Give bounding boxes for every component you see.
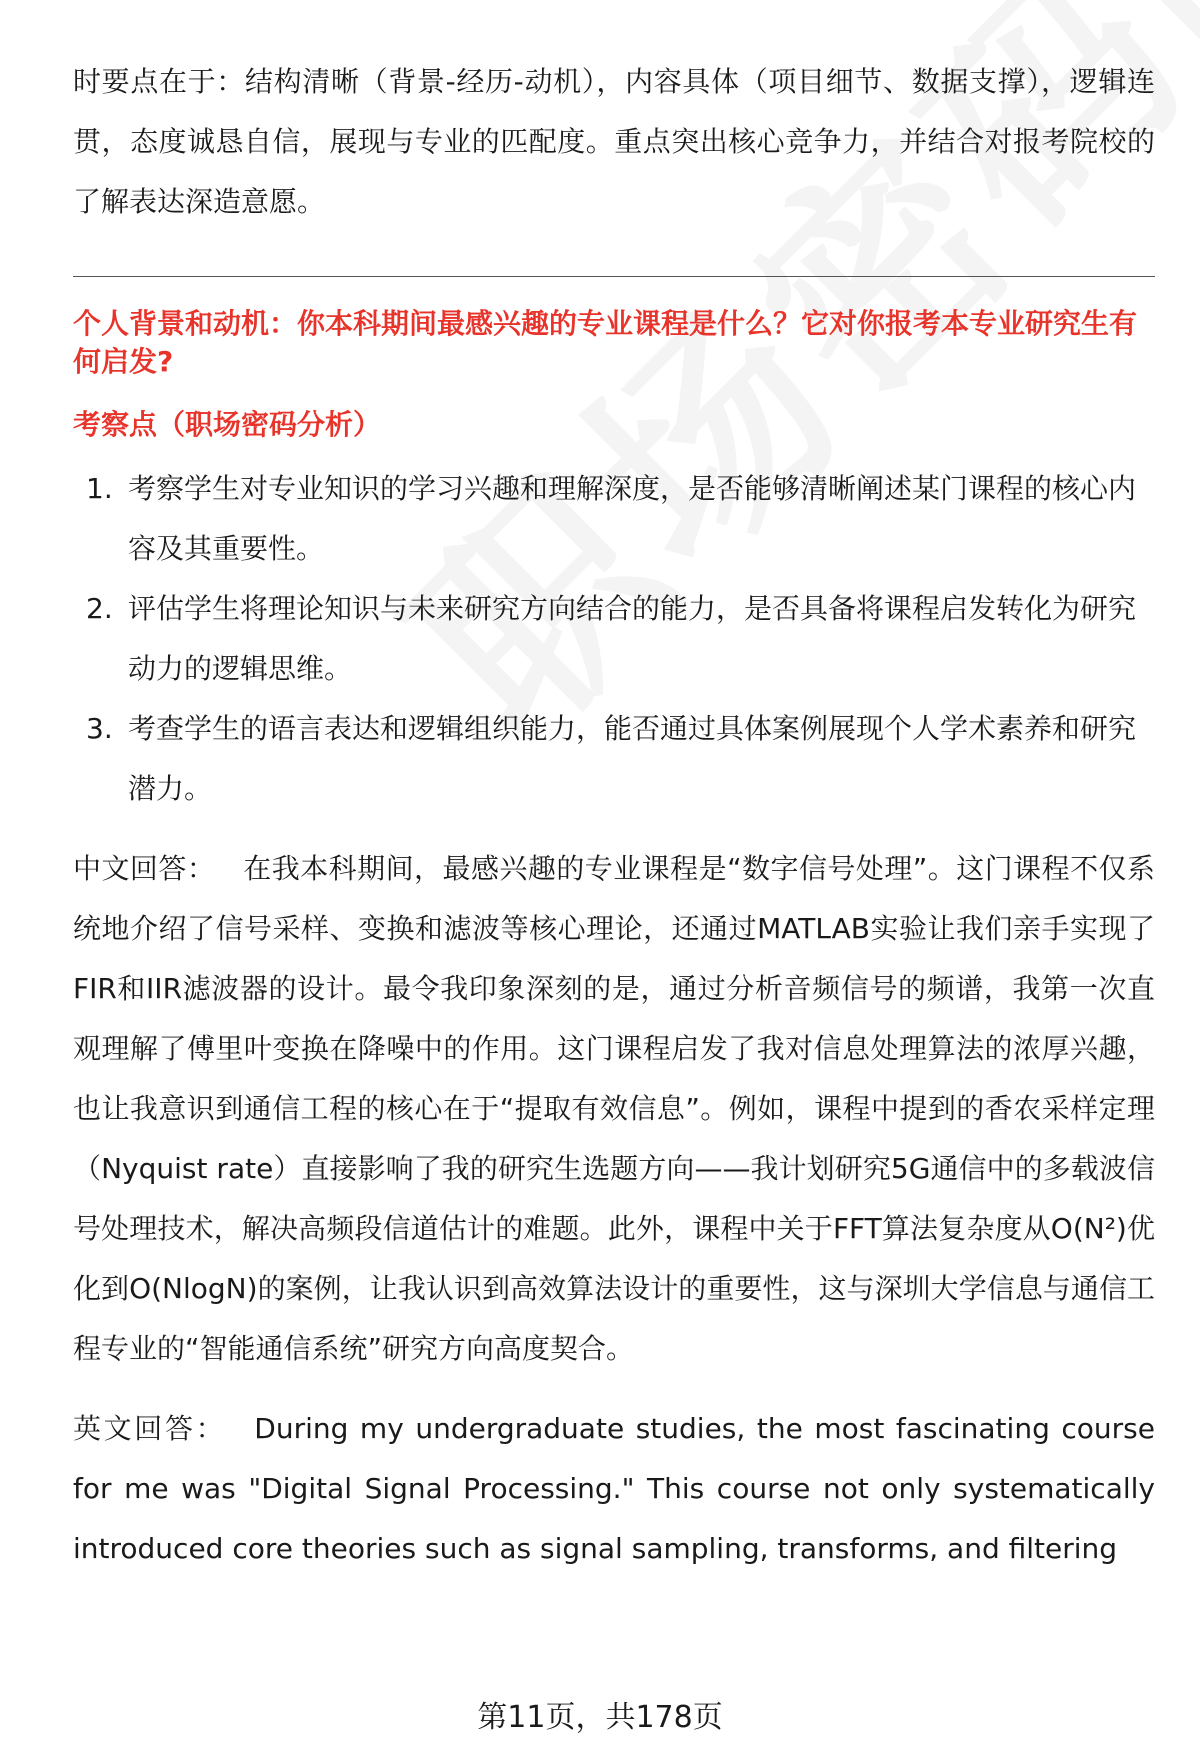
list-item-number: 3.	[86, 712, 113, 745]
list-item	[73, 579, 1155, 699]
assessment-points-list	[73, 459, 1155, 819]
english-answer-label: 英文回答：	[73, 1412, 227, 1445]
list-item-number: 2.	[86, 592, 113, 625]
section-title: 考察点（职场密码分析）	[73, 408, 382, 441]
section-divider	[73, 276, 1155, 277]
chinese-answer	[73, 839, 1155, 1379]
english-answer-text: During my undergraduate studies, the most fascinating course for me was "Digital Signal Processing." This course not only systematically introduced core theories such as signal sampling, transforms, and filtering	[73, 1412, 1155, 1565]
page-footer: 第11页，共178页	[477, 1700, 723, 1735]
list-item	[73, 459, 1155, 579]
chinese-answer-label: 中文回答：	[73, 852, 216, 885]
list-item-text: 考察学生对专业知识的学习兴趣和理解深度，是否能够清晰阐述某门课程的核心内容及其重要性。	[128, 472, 1137, 565]
list-item-number: 1.	[86, 472, 113, 505]
question-heading: 个人背景和动机：你本科期间最感兴趣的专业课程是什么？它对你报考本专业研究生有何启发?	[73, 307, 1138, 378]
intro-paragraph: 时要点在于：结构清晰（背景-经历-动机），内容具体（项目细节、数据支撑），逻辑连贯，态度诚恳自信，展现与专业的匹配度。重点突出核心竞争力，并结合对报考院校的了解表达深造意愿。	[73, 65, 1155, 218]
chinese-answer-text: 在我本科期间，最感兴趣的专业课程是“数字信号处理”。这门课程不仅系统地介绍了信号采样、变换和滤波等核心理论，还通过MATLAB实验让我们亲手实现了FIR和IIR滤波器的设计。最令我印象深刻的是，通过分析音频信号的频谱，我第一次直观理解了傅里叶变换在降噪中的作用。这门课程启发了我对信息处理算法的浓厚兴趣，也让我意识到通信工程的核心在于“提取有效信息”。例如，课程中提到的香农采样定理（Nyquist rate）直接影响了我的研究生选题方向——我计划研究5G通信中的多载波信号处理技术，解决高频段信道估计的难题。此外，课程中关于FFT算法复杂度从O(N²)优化到O(NlogN)的案例，让我认识到高效算法设计的重要性，这与深圳大学信息与通信工程专业的“智能通信系统”研究方向高度契合。	[73, 852, 1155, 1365]
list-item-text: 评估学生将理论知识与未来研究方向结合的能力，是否具备将课程启发转化为研究动力的逻辑思维。	[128, 592, 1137, 685]
list-item	[73, 699, 1155, 819]
list-item-text: 考查学生的语言表达和逻辑组织能力，能否通过具体案例展现个人学术素养和研究潜力。	[128, 712, 1137, 805]
english-answer	[73, 1399, 1155, 1579]
page-content	[73, 52, 1155, 1599]
